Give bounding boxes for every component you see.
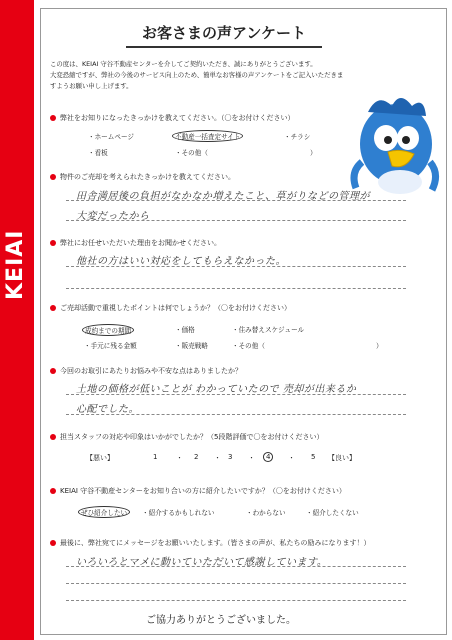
handwritten-answer: 心配でした。 xyxy=(76,404,139,415)
question-3-label: 弊社にお任せいただいた理由をお聞かせください。 xyxy=(60,239,221,247)
option-other-close: ） xyxy=(376,342,383,350)
bullet-dot xyxy=(50,488,56,494)
rating-2: 2 xyxy=(194,453,199,461)
option-price: ・価格 xyxy=(175,326,195,334)
thank-you-footer: ご協力ありがとうございました。 xyxy=(146,615,296,626)
option-moving-schedule: ・住み替えスケジュール xyxy=(232,326,305,334)
answer-rule xyxy=(66,414,406,415)
option-homepage: ・ホームページ xyxy=(88,133,135,141)
bullet-dot xyxy=(50,115,56,121)
option-other-close: ） xyxy=(310,149,317,157)
rating-4-selected: 4 xyxy=(263,452,273,462)
question-4-label: ご売却活動で重視したポイントは何でしょうか？（〇をお付けください） xyxy=(60,304,291,312)
answer-rule xyxy=(66,200,406,201)
rating-separator: ・ xyxy=(214,454,221,462)
intro-text xyxy=(50,59,410,92)
question-8 xyxy=(50,538,371,548)
option-signboard: ・看板 xyxy=(88,149,108,157)
answer-rule xyxy=(66,220,406,221)
option-not-sure: ・わからない xyxy=(246,509,286,517)
handwritten-answer: 田舎満居後の負担がなかなか増えたこと、草がりなどの管理が xyxy=(76,191,370,202)
rating-5: 5 xyxy=(311,453,316,461)
question-4 xyxy=(50,303,291,313)
rating-3: 3 xyxy=(228,453,233,461)
answer-rule xyxy=(66,566,406,567)
handwritten-answer: 大変だったから xyxy=(76,211,150,222)
rating-separator: ・ xyxy=(248,454,255,462)
intro-line: 大変恐縮ですが、弊社の今後のサービス向上のため、簡単なお客様の声アンケートをご記入いただきま xyxy=(50,71,344,79)
question-2 xyxy=(50,172,235,182)
intro-line: この度は、KEIAI 守谷不動産センターを介してご契約いただき、誠にありがとうございます。 xyxy=(50,60,317,68)
option-sales-strategy: ・販売戦略 xyxy=(175,342,208,350)
rating-1: 1 xyxy=(153,453,158,461)
rating-separator: ・ xyxy=(288,454,295,462)
rating-scale-high-label: 【良い】 xyxy=(328,454,356,462)
option-other: ・その他（ xyxy=(175,149,208,157)
answer-rule xyxy=(66,266,406,267)
brand-band-text: KEIAI xyxy=(3,229,28,300)
answer-rule xyxy=(66,583,406,584)
handwritten-answer: 他社の方はいい対応をしてもらえなかった。 xyxy=(76,256,286,267)
question-2-label: 物件のご売却を考えられたきっかけを教えてください。 xyxy=(60,173,235,181)
option-net-proceeds: ・手元に残る金額 xyxy=(84,342,137,350)
question-3 xyxy=(50,238,221,248)
option-flyer: ・チラシ xyxy=(284,133,311,141)
intro-line: すようお願い申し上げます。 xyxy=(50,82,133,90)
option-may-recommend: ・紹介するかもしれない xyxy=(142,509,215,517)
question-6 xyxy=(50,432,323,442)
brand-band xyxy=(0,0,34,640)
answer-rule xyxy=(66,394,406,395)
question-1 xyxy=(50,113,295,123)
bullet-dot xyxy=(50,240,56,246)
answer-rule xyxy=(66,600,406,601)
question-5-label: 今回のお取引にあたりお悩みや不安な点はありましたか？ xyxy=(60,367,242,375)
question-7 xyxy=(50,486,346,496)
bullet-dot xyxy=(50,305,56,311)
answer-rule xyxy=(66,288,406,289)
question-8-label: 最後に、弊社宛てにメッセージをお願いいたします。（皆さまの声が、私たちの励みになります！） xyxy=(60,539,371,547)
bullet-dot xyxy=(50,174,56,180)
handwritten-answer: いろいろとマメに動いていただいて感謝しています。 xyxy=(76,557,328,568)
question-1-label: 弊社をお知りになったきっかけを教えてください。（〇をお付けください） xyxy=(60,114,295,122)
rating-separator: ・ xyxy=(176,454,183,462)
option-bulk-appraisal-site: 不動産一括査定サイト xyxy=(172,130,243,142)
option-other: ・その他（ xyxy=(232,342,265,350)
handwritten-answer: 土地の価格が低いことが わかっていたので 売却が出来るか xyxy=(76,384,357,395)
option-not-recommend: ・紹介したくない xyxy=(306,509,359,517)
bullet-dot xyxy=(50,540,56,546)
page-title: お客さまの声アンケート xyxy=(126,22,322,48)
mascot-bird-illustration xyxy=(348,92,440,202)
question-5 xyxy=(50,366,242,376)
bullet-dot xyxy=(50,368,56,374)
option-time-to-contract: 成約までの期間 xyxy=(82,324,134,336)
option-definitely-recommend: ぜひ紹介したい xyxy=(78,506,130,518)
rating-scale-low-label: 【悪い】 xyxy=(86,454,114,462)
bullet-dot xyxy=(50,434,56,440)
question-6-label: 担当スタッフの対応や印象はいかがでしたか？（5段階評価で〇をお付けください） xyxy=(60,433,324,441)
question-7-label: KEIAI 守谷不動産センターをお知り合いの方に紹介したいですか？（〇をお付けください） xyxy=(60,487,346,495)
